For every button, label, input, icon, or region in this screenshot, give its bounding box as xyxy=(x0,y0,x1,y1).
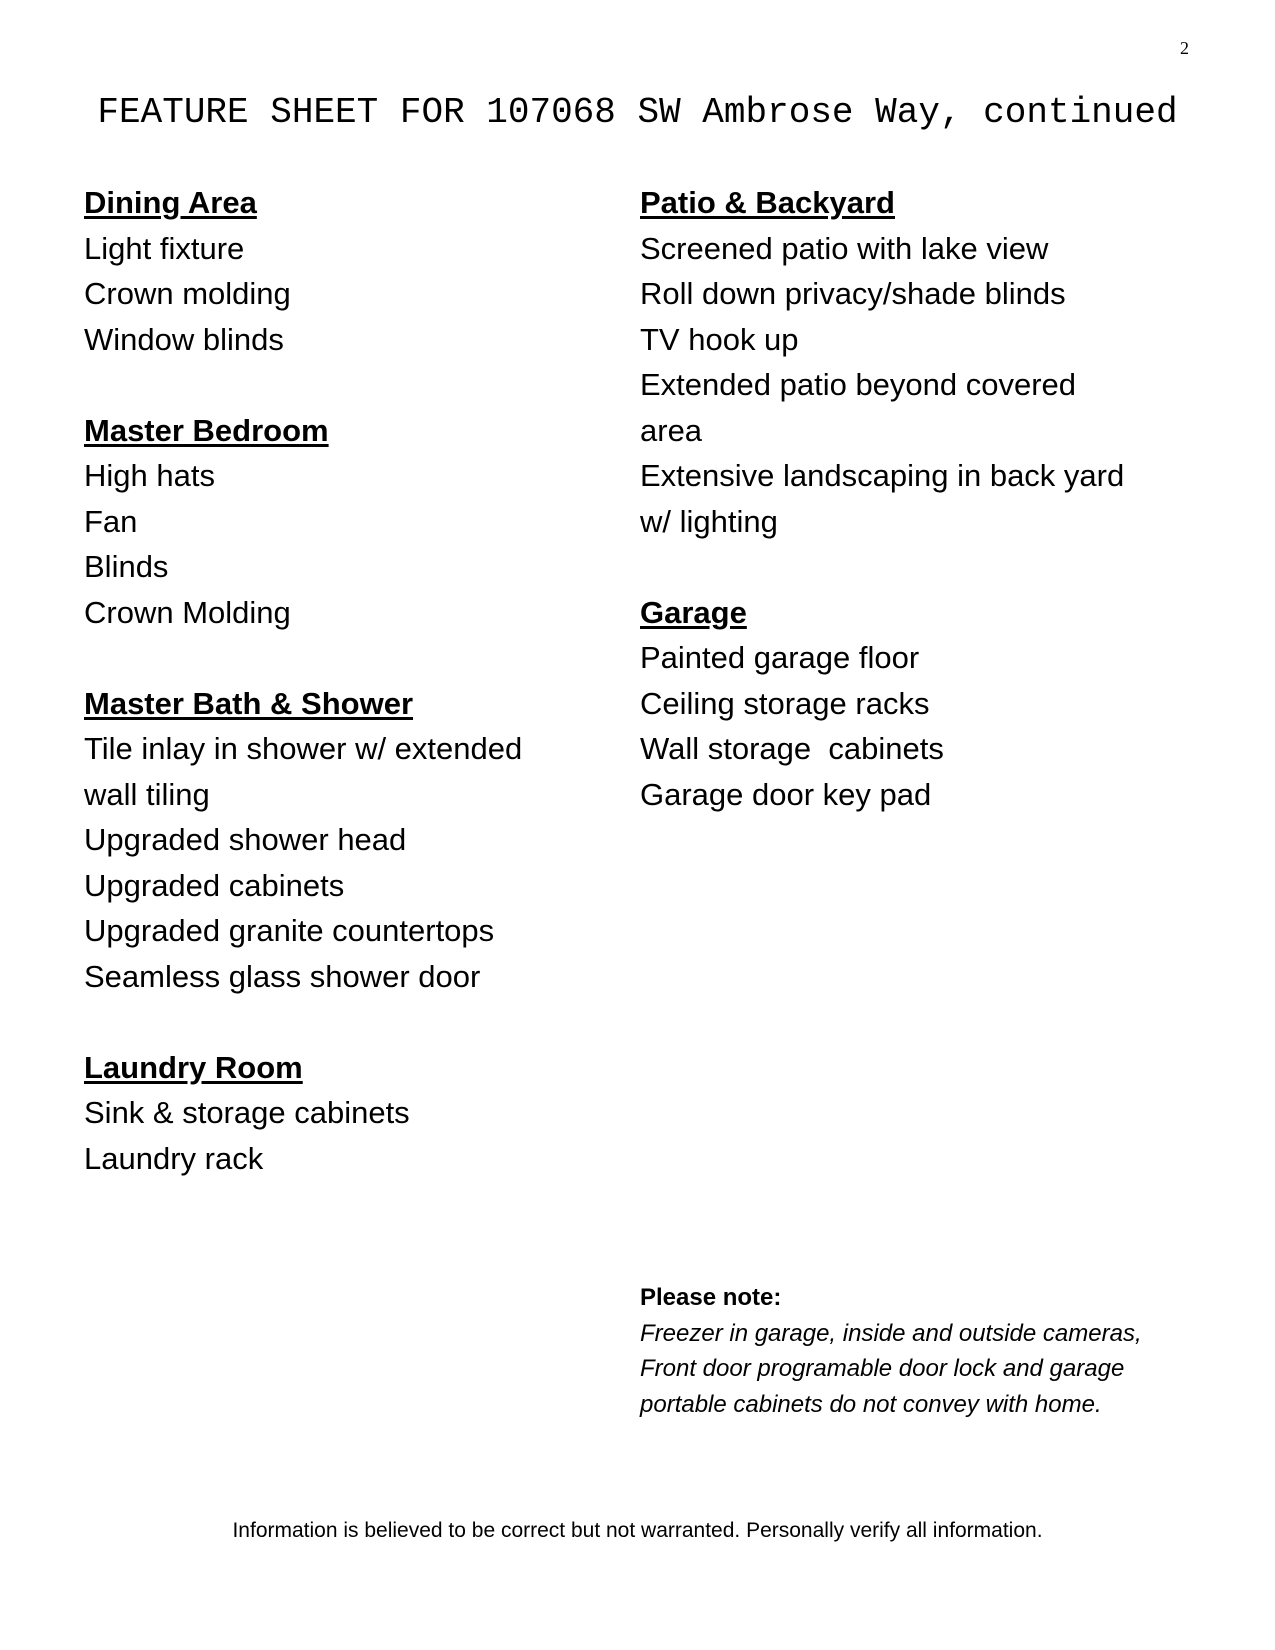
list-item: Crown Molding xyxy=(84,594,291,630)
list-item: Screened patio with lake view xyxy=(640,230,1049,266)
list-item: Upgraded granite countertops xyxy=(84,913,495,948)
note-line: Front door programable door lock and garage xyxy=(640,1355,1125,1382)
section-heading: Master Bath & Shower xyxy=(84,685,414,721)
page-number: 2 xyxy=(1180,38,1189,58)
list-item: Blinds xyxy=(84,549,169,584)
list-item: Sink & storage cabinets xyxy=(84,1095,410,1130)
list-item: TV hook up xyxy=(640,321,799,357)
list-item: Garage door key pad xyxy=(640,776,932,812)
please-note-block xyxy=(640,1280,1220,1422)
list-item: Upgraded shower head xyxy=(84,822,407,857)
section-dining-area xyxy=(84,180,624,362)
list-item: Seamless glass shower door xyxy=(84,958,481,994)
section-heading: Master Bedroom xyxy=(84,412,329,448)
list-item: Tile inlay in shower w/ extended xyxy=(84,731,523,766)
page-title: FEATURE SHEET FOR 107068 SW Ambrose Way, continued xyxy=(97,92,1178,133)
list-item: Window blinds xyxy=(84,321,284,357)
list-item: Painted garage floor xyxy=(640,640,920,675)
note-title: Please note: xyxy=(640,1284,782,1311)
section-heading: Dining Area xyxy=(84,185,257,220)
section-master-bath xyxy=(84,681,624,1000)
list-item: Ceiling storage racks xyxy=(640,685,930,721)
list-item: area xyxy=(640,412,703,448)
list-item: Laundry rack xyxy=(84,1140,264,1176)
list-item: wall tiling xyxy=(84,776,210,812)
list-item: Wall storage cabinets xyxy=(640,731,944,766)
list-item: Upgraded cabinets xyxy=(84,867,345,903)
footer-disclaimer: Information is believed to be correct but not warranted. Personally verify all information. xyxy=(232,1519,1043,1542)
right-column xyxy=(640,180,1200,863)
list-item: Extended patio beyond covered xyxy=(640,367,1077,402)
list-item: High hats xyxy=(84,458,215,493)
left-column xyxy=(84,180,624,1227)
list-item: w/ lighting xyxy=(640,503,778,539)
list-item: Extensive landscaping in back yard xyxy=(640,458,1125,493)
list-item: Light fixture xyxy=(84,230,245,266)
list-item: Roll down privacy/shade blinds xyxy=(640,276,1066,311)
section-patio-backyard xyxy=(640,180,1200,544)
section-master-bedroom xyxy=(84,408,624,636)
section-heading: Patio & Backyard xyxy=(640,185,895,220)
section-heading: Garage xyxy=(640,594,747,630)
list-item: Crown molding xyxy=(84,276,291,311)
section-garage xyxy=(640,590,1200,818)
note-line: Freezer in garage, inside and outside cameras, xyxy=(640,1319,1142,1347)
section-laundry-room xyxy=(84,1045,624,1182)
note-line: portable cabinets do not convey with home. xyxy=(640,1390,1102,1418)
list-item: Fan xyxy=(84,503,138,539)
section-heading: Laundry Room xyxy=(84,1049,303,1085)
